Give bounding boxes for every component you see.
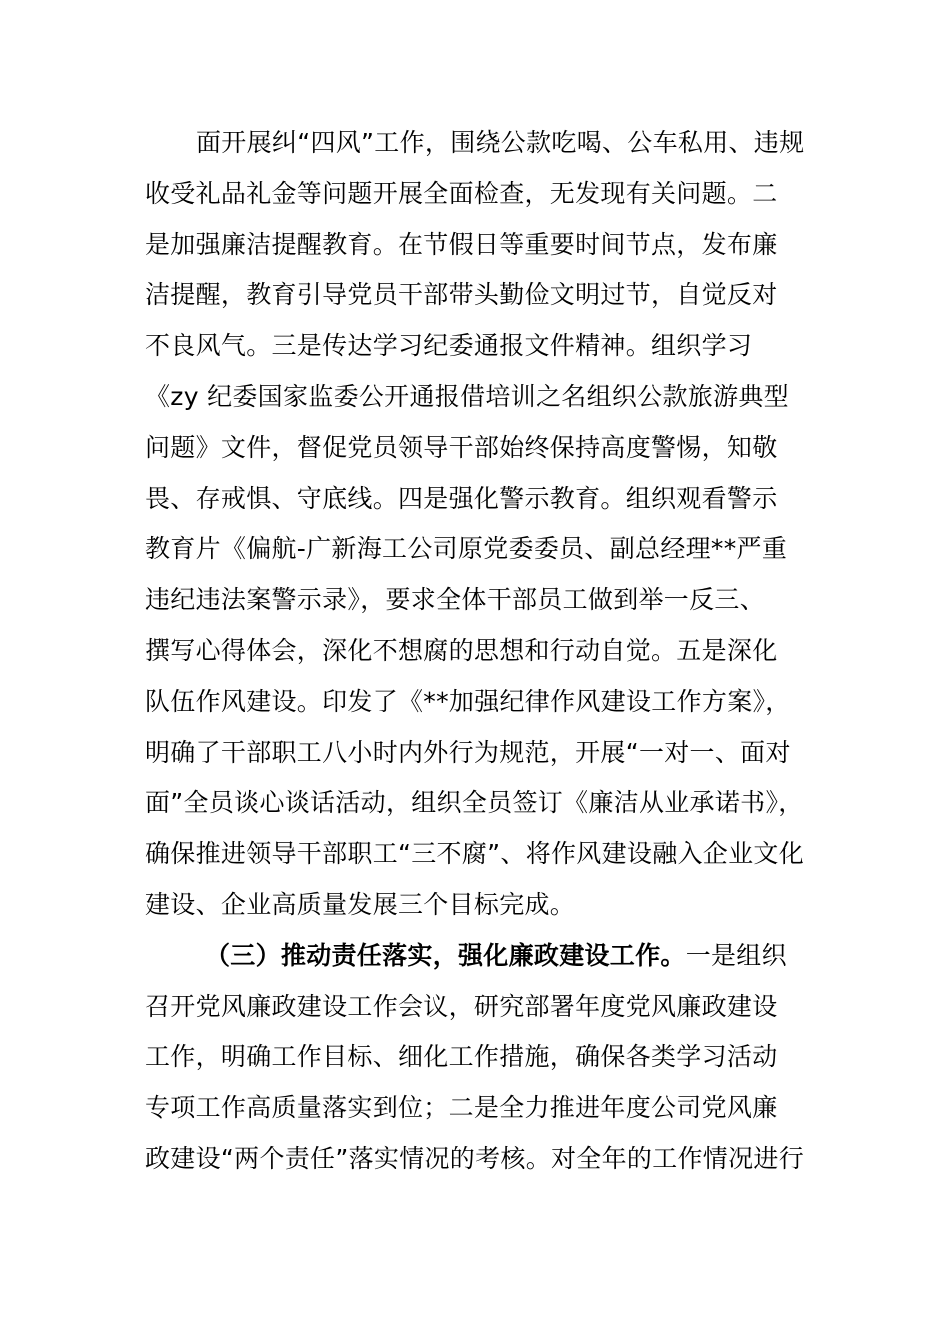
section-line-2: 召开党风廉政建设工作会议，研究部署年度党风廉政建设 xyxy=(145,991,778,1021)
section-first-line-text: 一是组织 xyxy=(685,940,787,970)
paragraph-line-3: 是加强廉洁提醒教育。在节假日等重要时间节点，发布廉 xyxy=(145,229,778,259)
paragraph-line-16: 建设、企业高质量发展三个目标完成。 xyxy=(145,889,576,919)
paragraph-line-6: 《zy 纪委国家监委公开通报借培训之名组织公款旅游典型 xyxy=(145,381,789,411)
paragraph-line-14: 面”全员谈心谈话活动，组织全员签订《廉洁从业承诺书》， xyxy=(145,788,804,818)
paragraph-line-7: 问题》文件，督促党员领导干部始终保持高度警惕，知敬 xyxy=(145,432,778,462)
section-line-4: 专项工作高质量落实到位；二是全力推进年度公司党风廉 xyxy=(145,1093,778,1123)
body-text xyxy=(145,118,810,1185)
paragraph-line-15: 确保推进领导干部职工“三不腐”、将作风建设融入企业文化 xyxy=(145,839,805,869)
section-line-3: 工作，明确工作目标、细化工作措施，确保各类学习活动 xyxy=(145,1042,778,1072)
paragraph-line-2: 收受礼品礼金等问题开展全面检查，无发现有关问题。二 xyxy=(145,178,778,208)
paragraph-line-11: 撰写心得体会，深化不想腐的思想和行动自觉。五是深化 xyxy=(145,635,778,665)
paragraph-line-13: 明确了干部职工八小时内外行为规范，开展“一对一、面对 xyxy=(145,737,791,767)
paragraph-line-4: 洁提醒，教育引导党员干部带头勤俭文明过节，自觉反对 xyxy=(145,280,778,310)
paragraph-line-10: 违纪违法案警示录》，要求全体干部员工做到举一反三、 xyxy=(145,585,766,615)
paragraph-line-5: 不良风气。三是传达学习纪委通报文件精神。组织学习 xyxy=(145,331,753,361)
section-heading: （三）推动责任落实，强化廉政建设工作。 xyxy=(205,940,686,970)
section-line-5: 政建设“两个责任”落实情况的考核。对全年的工作情况进行 xyxy=(145,1143,805,1173)
paragraph-line-1: 面开展纠“四风”工作，围绕公款吃喝、公车私用、违规 xyxy=(196,128,805,157)
paragraph-line-9: 教育片《偏航-广新海工公司原党委委员、副总经理**严重 xyxy=(145,534,788,564)
paragraph-line-8: 畏、存戒惧、守底线。四是强化警示教育。组织观看警示 xyxy=(145,483,778,513)
section-first-line xyxy=(145,931,810,982)
paragraph-line-12: 队伍作风建设。印发了《**加强纪律作风建设工作方案》， xyxy=(145,686,791,716)
